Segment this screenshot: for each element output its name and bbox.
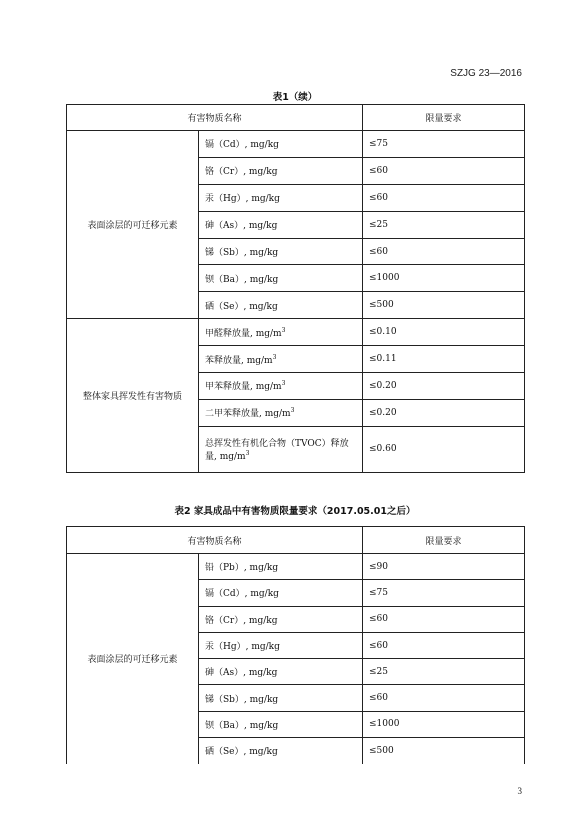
unit-superscript: 3 (281, 326, 286, 334)
substance-cell (199, 238, 363, 265)
substance-cell (199, 685, 363, 711)
substance-cell (199, 580, 363, 606)
substance-text: 砷（As）, mg/kg (205, 668, 278, 679)
table-row (67, 554, 525, 580)
unit-superscript: 3 (272, 353, 277, 361)
substance-text: 硒（Se）, mg/kg (205, 301, 278, 312)
substance-cell (199, 319, 363, 346)
substance-cell (199, 292, 363, 319)
hazard-limits-table-2 (66, 526, 525, 764)
substance-text: 铬（Cr）, mg/kg (205, 615, 278, 626)
limit-cell: ≤75 (363, 131, 525, 158)
substance-text: 钡（Ba）, mg/kg (205, 274, 279, 285)
limit-cell: ≤25 (363, 659, 525, 685)
limit-cell: ≤0.20 (363, 399, 525, 426)
limit-cell: ≤60 (363, 685, 525, 711)
substance-cell (199, 632, 363, 658)
limit-cell: ≤75 (363, 580, 525, 606)
limit-cell: ≤60 (363, 184, 525, 211)
substance-cell (199, 738, 363, 764)
substance-text: 甲苯释放量, mg/m (205, 382, 282, 393)
substance-text: 苯释放量, mg/m (205, 355, 273, 366)
substance-cell (199, 426, 363, 472)
category-cell: 整体家具挥发性有害物质 (67, 319, 199, 473)
limit-cell: ≤90 (363, 554, 525, 580)
limit-cell: ≤0.20 (363, 373, 525, 400)
column-header-limit: 限量要求 (363, 527, 525, 554)
substance-text: 铬（Cr）, mg/kg (205, 167, 278, 178)
substance-text: 硒（Se）, mg/kg (205, 747, 278, 758)
category-cell: 表面涂层的可迁移元素 (67, 131, 199, 319)
column-header-limit: 限量要求 (363, 105, 525, 131)
substance-text: 总挥发性有机化合物（TVOC）释放量, mg/m (205, 439, 349, 463)
table2-caption: 表2 家具成品中有害物质限量要求（2017.05.01之后） (174, 506, 416, 517)
substance-cell (199, 554, 363, 580)
substance-text: 汞（Hg）, mg/kg (205, 642, 280, 653)
limit-cell: ≤1000 (363, 265, 525, 292)
substance-text: 铅（Pb）, mg/kg (205, 563, 279, 574)
substance-cell (199, 606, 363, 632)
limit-cell: ≤1000 (363, 711, 525, 737)
substance-text: 二甲苯释放量, mg/m (205, 409, 291, 420)
limit-cell: ≤0.60 (363, 426, 525, 472)
unit-superscript: 3 (245, 450, 250, 458)
substance-cell (199, 157, 363, 184)
table1-caption: 表1（续） (272, 92, 318, 103)
substance-cell (199, 184, 363, 211)
substance-text: 甲醛释放量, mg/m (205, 328, 282, 339)
limit-cell: ≤0.11 (363, 346, 525, 373)
substance-text: 钡（Ba）, mg/kg (205, 720, 279, 731)
limit-cell: ≤60 (363, 632, 525, 658)
limit-cell: ≤25 (363, 211, 525, 238)
substance-cell (199, 265, 363, 292)
substance-cell (199, 211, 363, 238)
substance-cell (199, 131, 363, 158)
substance-cell (199, 373, 363, 400)
limit-cell: ≤0.10 (363, 319, 525, 346)
table-row (67, 319, 525, 346)
column-header-substance: 有害物质名称 (67, 105, 363, 131)
limit-cell: ≤60 (363, 157, 525, 184)
substance-text: 汞（Hg）, mg/kg (205, 194, 280, 205)
hazard-limits-table-1 (66, 104, 525, 473)
standard-code: SZJG 23—2016 (450, 68, 522, 79)
limit-cell: ≤60 (363, 606, 525, 632)
substance-cell (199, 399, 363, 426)
limit-cell: ≤60 (363, 238, 525, 265)
substance-cell (199, 659, 363, 685)
page-number: 3 (517, 786, 522, 796)
unit-superscript: 3 (281, 380, 286, 388)
unit-superscript: 3 (290, 407, 295, 415)
substance-text: 镉（Cd）, mg/kg (205, 140, 279, 151)
substance-text: 砷（As）, mg/kg (205, 221, 278, 232)
table-row (67, 131, 525, 158)
limit-cell: ≤500 (363, 738, 525, 764)
limit-cell: ≤500 (363, 292, 525, 319)
substance-text: 锑（Sb）, mg/kg (205, 694, 279, 705)
table-header-row (67, 527, 525, 554)
substance-text: 镉（Cd）, mg/kg (205, 589, 279, 600)
substance-cell (199, 346, 363, 373)
column-header-substance: 有害物质名称 (67, 527, 363, 554)
table-header-row (67, 105, 525, 131)
substance-text: 锑（Sb）, mg/kg (205, 248, 279, 258)
category-cell: 表面涂层的可迁移元素 (67, 554, 199, 764)
substance-cell (199, 711, 363, 737)
